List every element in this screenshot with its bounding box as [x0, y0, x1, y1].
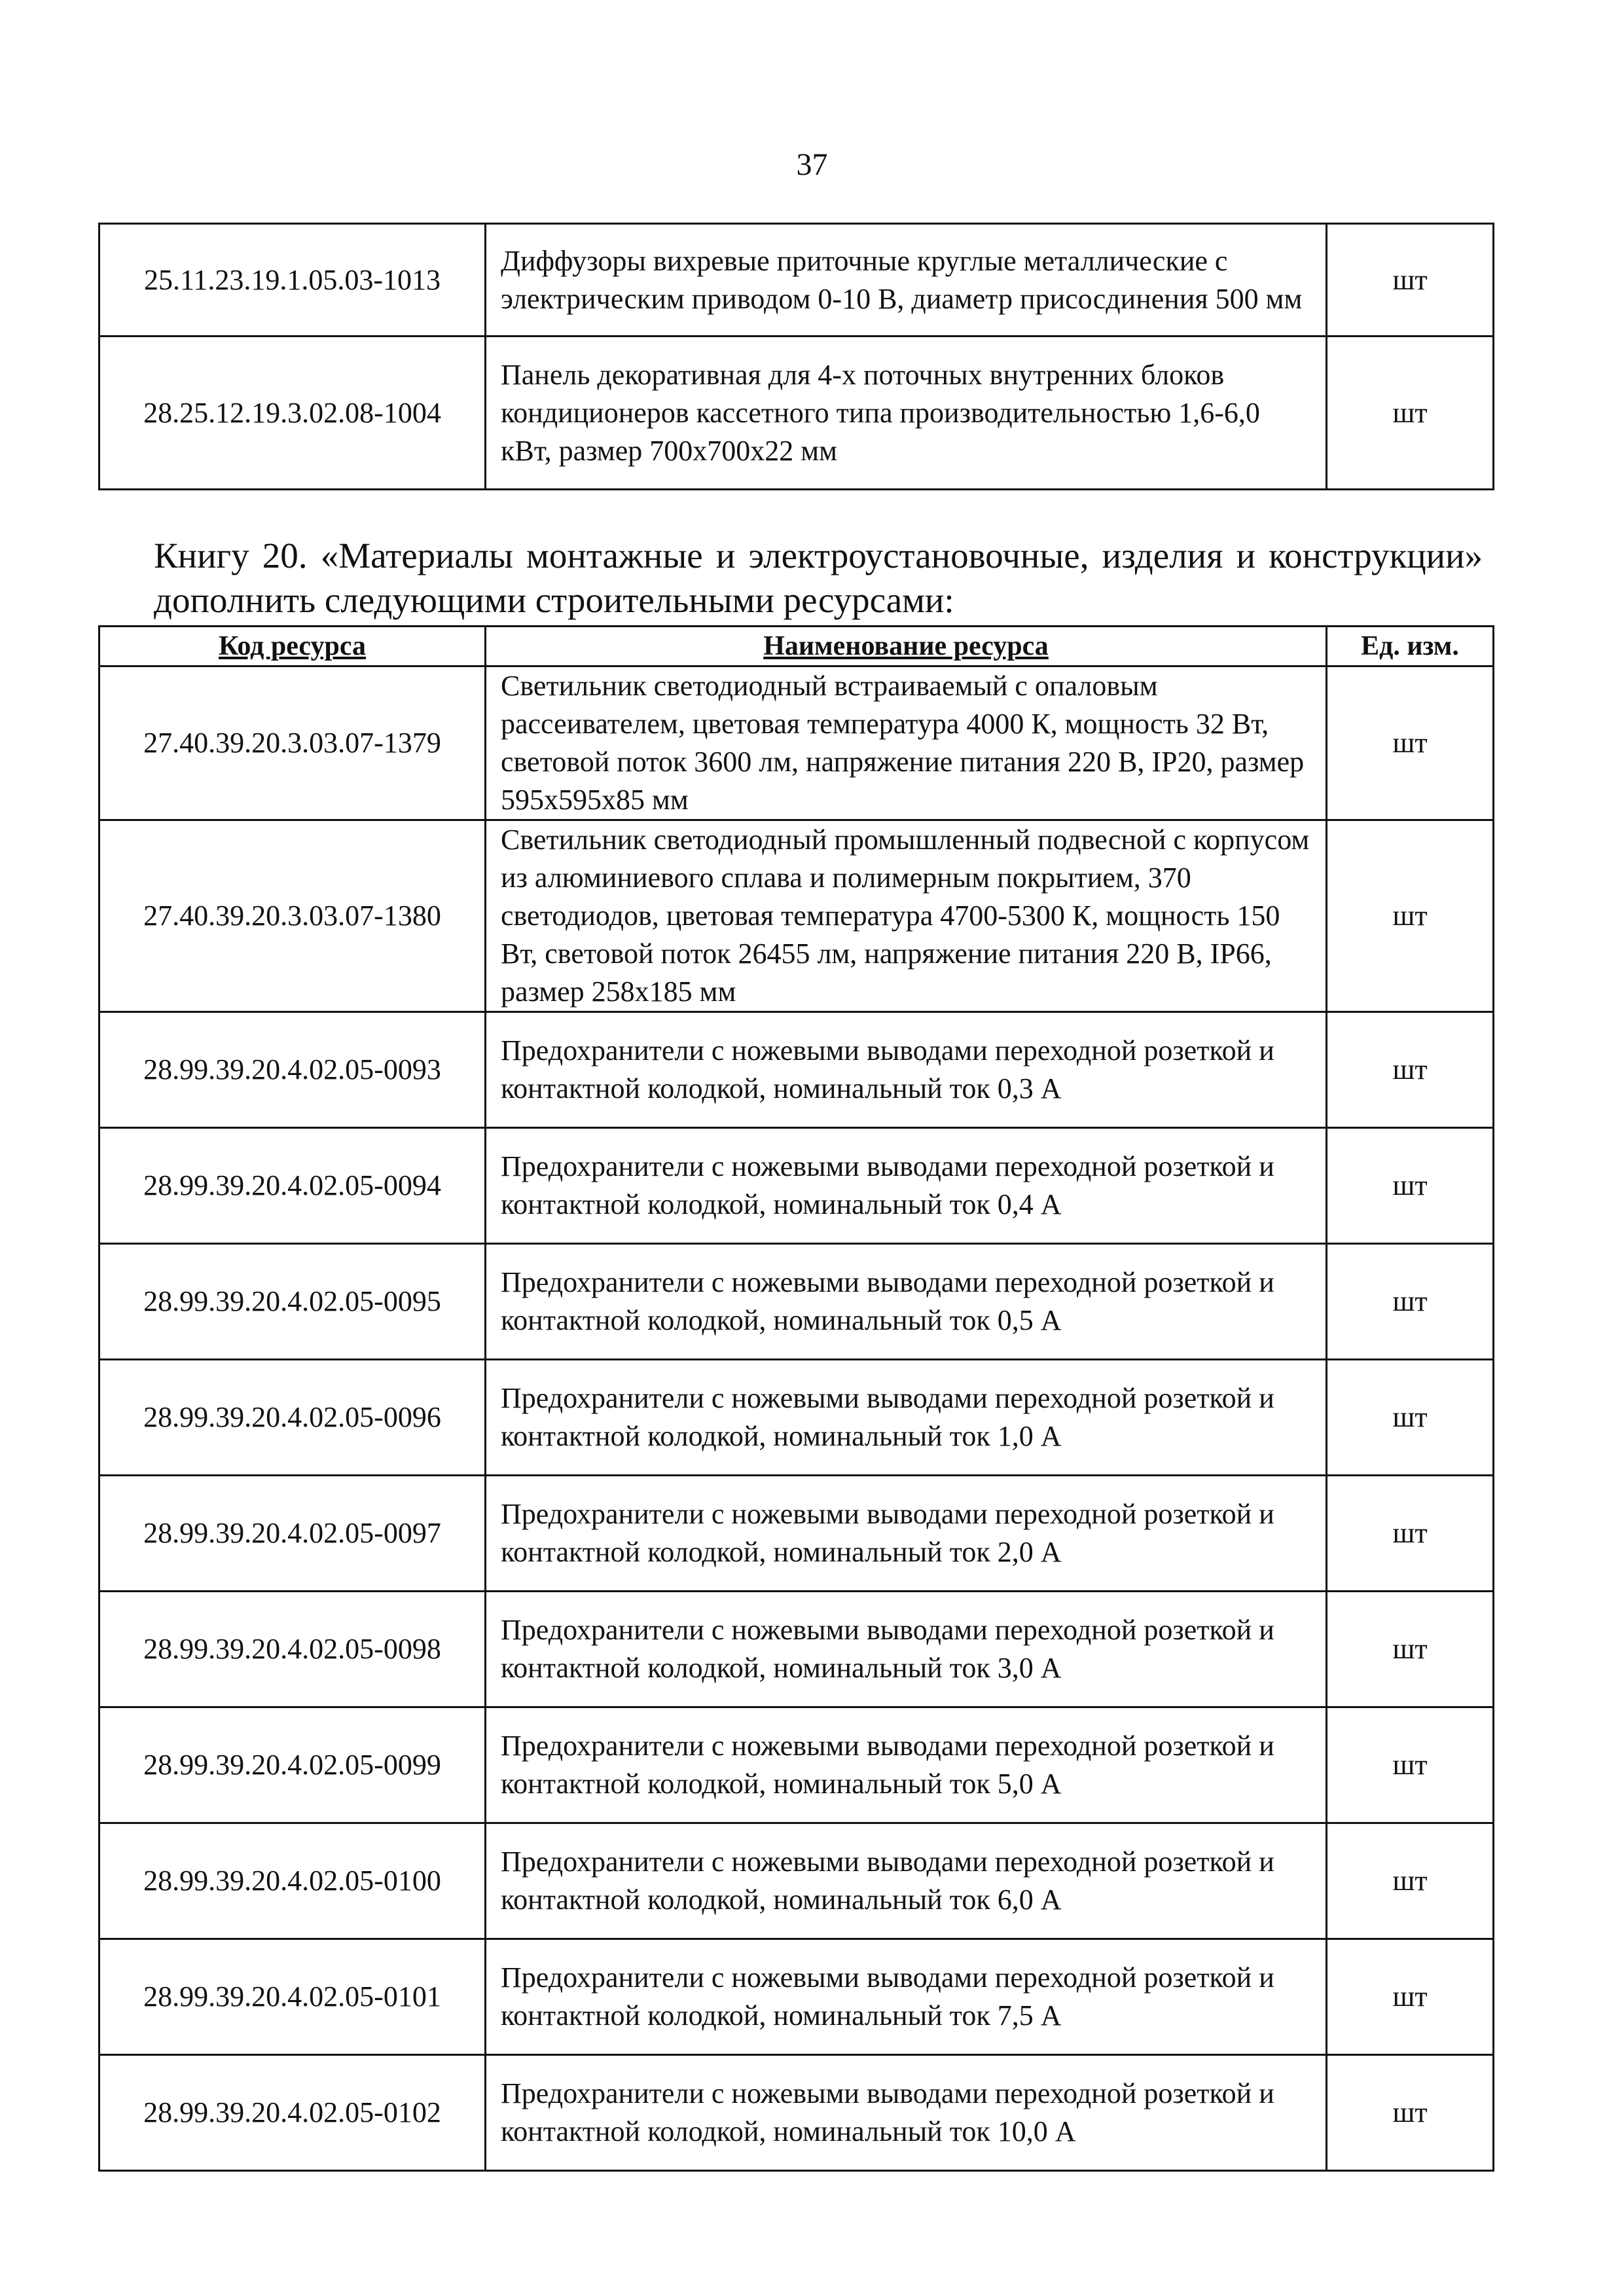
column-header-name: Наименование ресурса	[486, 627, 1327, 666]
resource-code: 28.25.12.19.3.02.08-1004	[99, 337, 486, 490]
resource-table-continued	[98, 223, 1494, 490]
resource-name: Предохранители с ножевыми выводами переходной розеткой и контактной колодкой, номинальный ток 3,0 А	[486, 1592, 1327, 1707]
table-row	[99, 1012, 1494, 1128]
resource-code: 28.99.39.20.4.02.05-0098	[99, 1592, 486, 1707]
table-row	[99, 1476, 1494, 1592]
resource-unit: шт	[1327, 337, 1494, 490]
table-row	[99, 1823, 1494, 1939]
resource-unit: шт	[1327, 1128, 1494, 1244]
resource-code: 25.11.23.19.1.05.03-1013	[99, 224, 486, 337]
resource-name: Предохранители с ножевыми выводами переходной розеткой и контактной колодкой, номинальный ток 2,0 А	[486, 1476, 1327, 1592]
table-row	[99, 1360, 1494, 1476]
table-row	[99, 1707, 1494, 1823]
resource-code: 28.99.39.20.4.02.05-0100	[99, 1823, 486, 1939]
resource-name: Предохранители с ножевыми выводами переходной розеткой и контактной колодкой, номинальный ток 0,4 А	[486, 1128, 1327, 1244]
table-row	[99, 224, 1494, 337]
resource-unit: шт	[1327, 1244, 1494, 1360]
resource-code: 27.40.39.20.3.03.07-1379	[99, 666, 486, 820]
resource-name: Предохранители с ножевыми выводами переходной розеткой и контактной колодкой, номинальный ток 10,0 А	[486, 2055, 1327, 2171]
table-row	[99, 2055, 1494, 2171]
resource-code: 28.99.39.20.4.02.05-0096	[99, 1360, 486, 1476]
resource-unit: шт	[1327, 1823, 1494, 1939]
table-row	[99, 1244, 1494, 1360]
column-header-unit: Ед. изм.	[1327, 627, 1494, 666]
resource-unit: шт	[1327, 2055, 1494, 2171]
resource-code: 28.99.39.20.4.02.05-0093	[99, 1012, 486, 1128]
resource-unit: шт	[1327, 1939, 1494, 2055]
section-heading: Книгу 20. «Материалы монтажные и электроустановочные, изделия и конструкции» дополнить следующими строительными ресурсами:	[154, 536, 1483, 620]
resource-unit: шт	[1327, 1360, 1494, 1476]
resource-name: Диффузоры вихревые приточные круглые металлические с электрическим приводом 0-10 В, диаметр присосдинения 500 мм	[486, 224, 1327, 337]
resource-name: Предохранители с ножевыми выводами переходной розеткой и контактной колодкой, номинальный ток 0,5 А	[486, 1244, 1327, 1360]
resource-unit: шт	[1327, 1476, 1494, 1592]
resource-unit: шт	[1327, 820, 1494, 1012]
resource-code: 28.99.39.20.4.02.05-0102	[99, 2055, 486, 2171]
resource-unit: шт	[1327, 1707, 1494, 1823]
resource-name: Предохранители с ножевыми выводами переходной розеткой и контактной колодкой, номинальный ток 1,0 А	[486, 1360, 1327, 1476]
table-row	[99, 666, 1494, 820]
table-row	[99, 1128, 1494, 1244]
resource-unit: шт	[1327, 224, 1494, 337]
table-row	[99, 337, 1494, 490]
resource-code: 27.40.39.20.3.03.07-1380	[99, 820, 486, 1012]
resource-name: Светильник светодиодный промышленный подвесной с корпусом из алюминиевого сплава и полимерным покрытием, 370 светодиодов, цветовая температура 4700-5300 К, мощность 150 Вт, световой поток 26455 лм, напряжение питания 220 В, IP66, размер 258х185 мм	[486, 820, 1327, 1012]
column-header-code: Код ресурса	[99, 627, 486, 666]
resource-code: 28.99.39.20.4.02.05-0094	[99, 1128, 486, 1244]
resource-name: Предохранители с ножевыми выводами переходной розеткой и контактной колодкой, номинальный ток 6,0 А	[486, 1823, 1327, 1939]
resource-unit: шт	[1327, 1012, 1494, 1128]
resource-name: Предохранители с ножевыми выводами переходной розеткой и контактной колодкой, номинальный ток 7,5 А	[486, 1939, 1327, 2055]
table-row	[99, 820, 1494, 1012]
resource-code: 28.99.39.20.4.02.05-0095	[99, 1244, 486, 1360]
resource-code: 28.99.39.20.4.02.05-0097	[99, 1476, 486, 1592]
page-number: 37	[796, 147, 828, 182]
resource-name: Панель декоративная для 4-х поточных внутренних блоков кондиционеров кассетного типа производительностью 1,6-6,0 кВт, размер 700х700х22 мм	[486, 337, 1327, 490]
resource-name: Светильник светодиодный встраиваемый с опаловым рассеивателем, цветовая температура 4000 К, мощность 32 Вт, световой поток 3600 лм, напряжение питания 220 В, IP20, размер 595х595х85 мм	[486, 666, 1327, 820]
resource-code: 28.99.39.20.4.02.05-0101	[99, 1939, 486, 2055]
resource-name: Предохранители с ножевыми выводами переходной розеткой и контактной колодкой, номинальный ток 0,3 А	[486, 1012, 1327, 1128]
resource-unit: шт	[1327, 1592, 1494, 1707]
resource-name: Предохранители с ножевыми выводами переходной розеткой и контактной колодкой, номинальный ток 5,0 А	[486, 1707, 1327, 1823]
resource-table	[98, 625, 1494, 2172]
resource-code: 28.99.39.20.4.02.05-0099	[99, 1707, 486, 1823]
table-header-row	[99, 627, 1494, 666]
table-row	[99, 1592, 1494, 1707]
resource-unit: шт	[1327, 666, 1494, 820]
table-row	[99, 1939, 1494, 2055]
